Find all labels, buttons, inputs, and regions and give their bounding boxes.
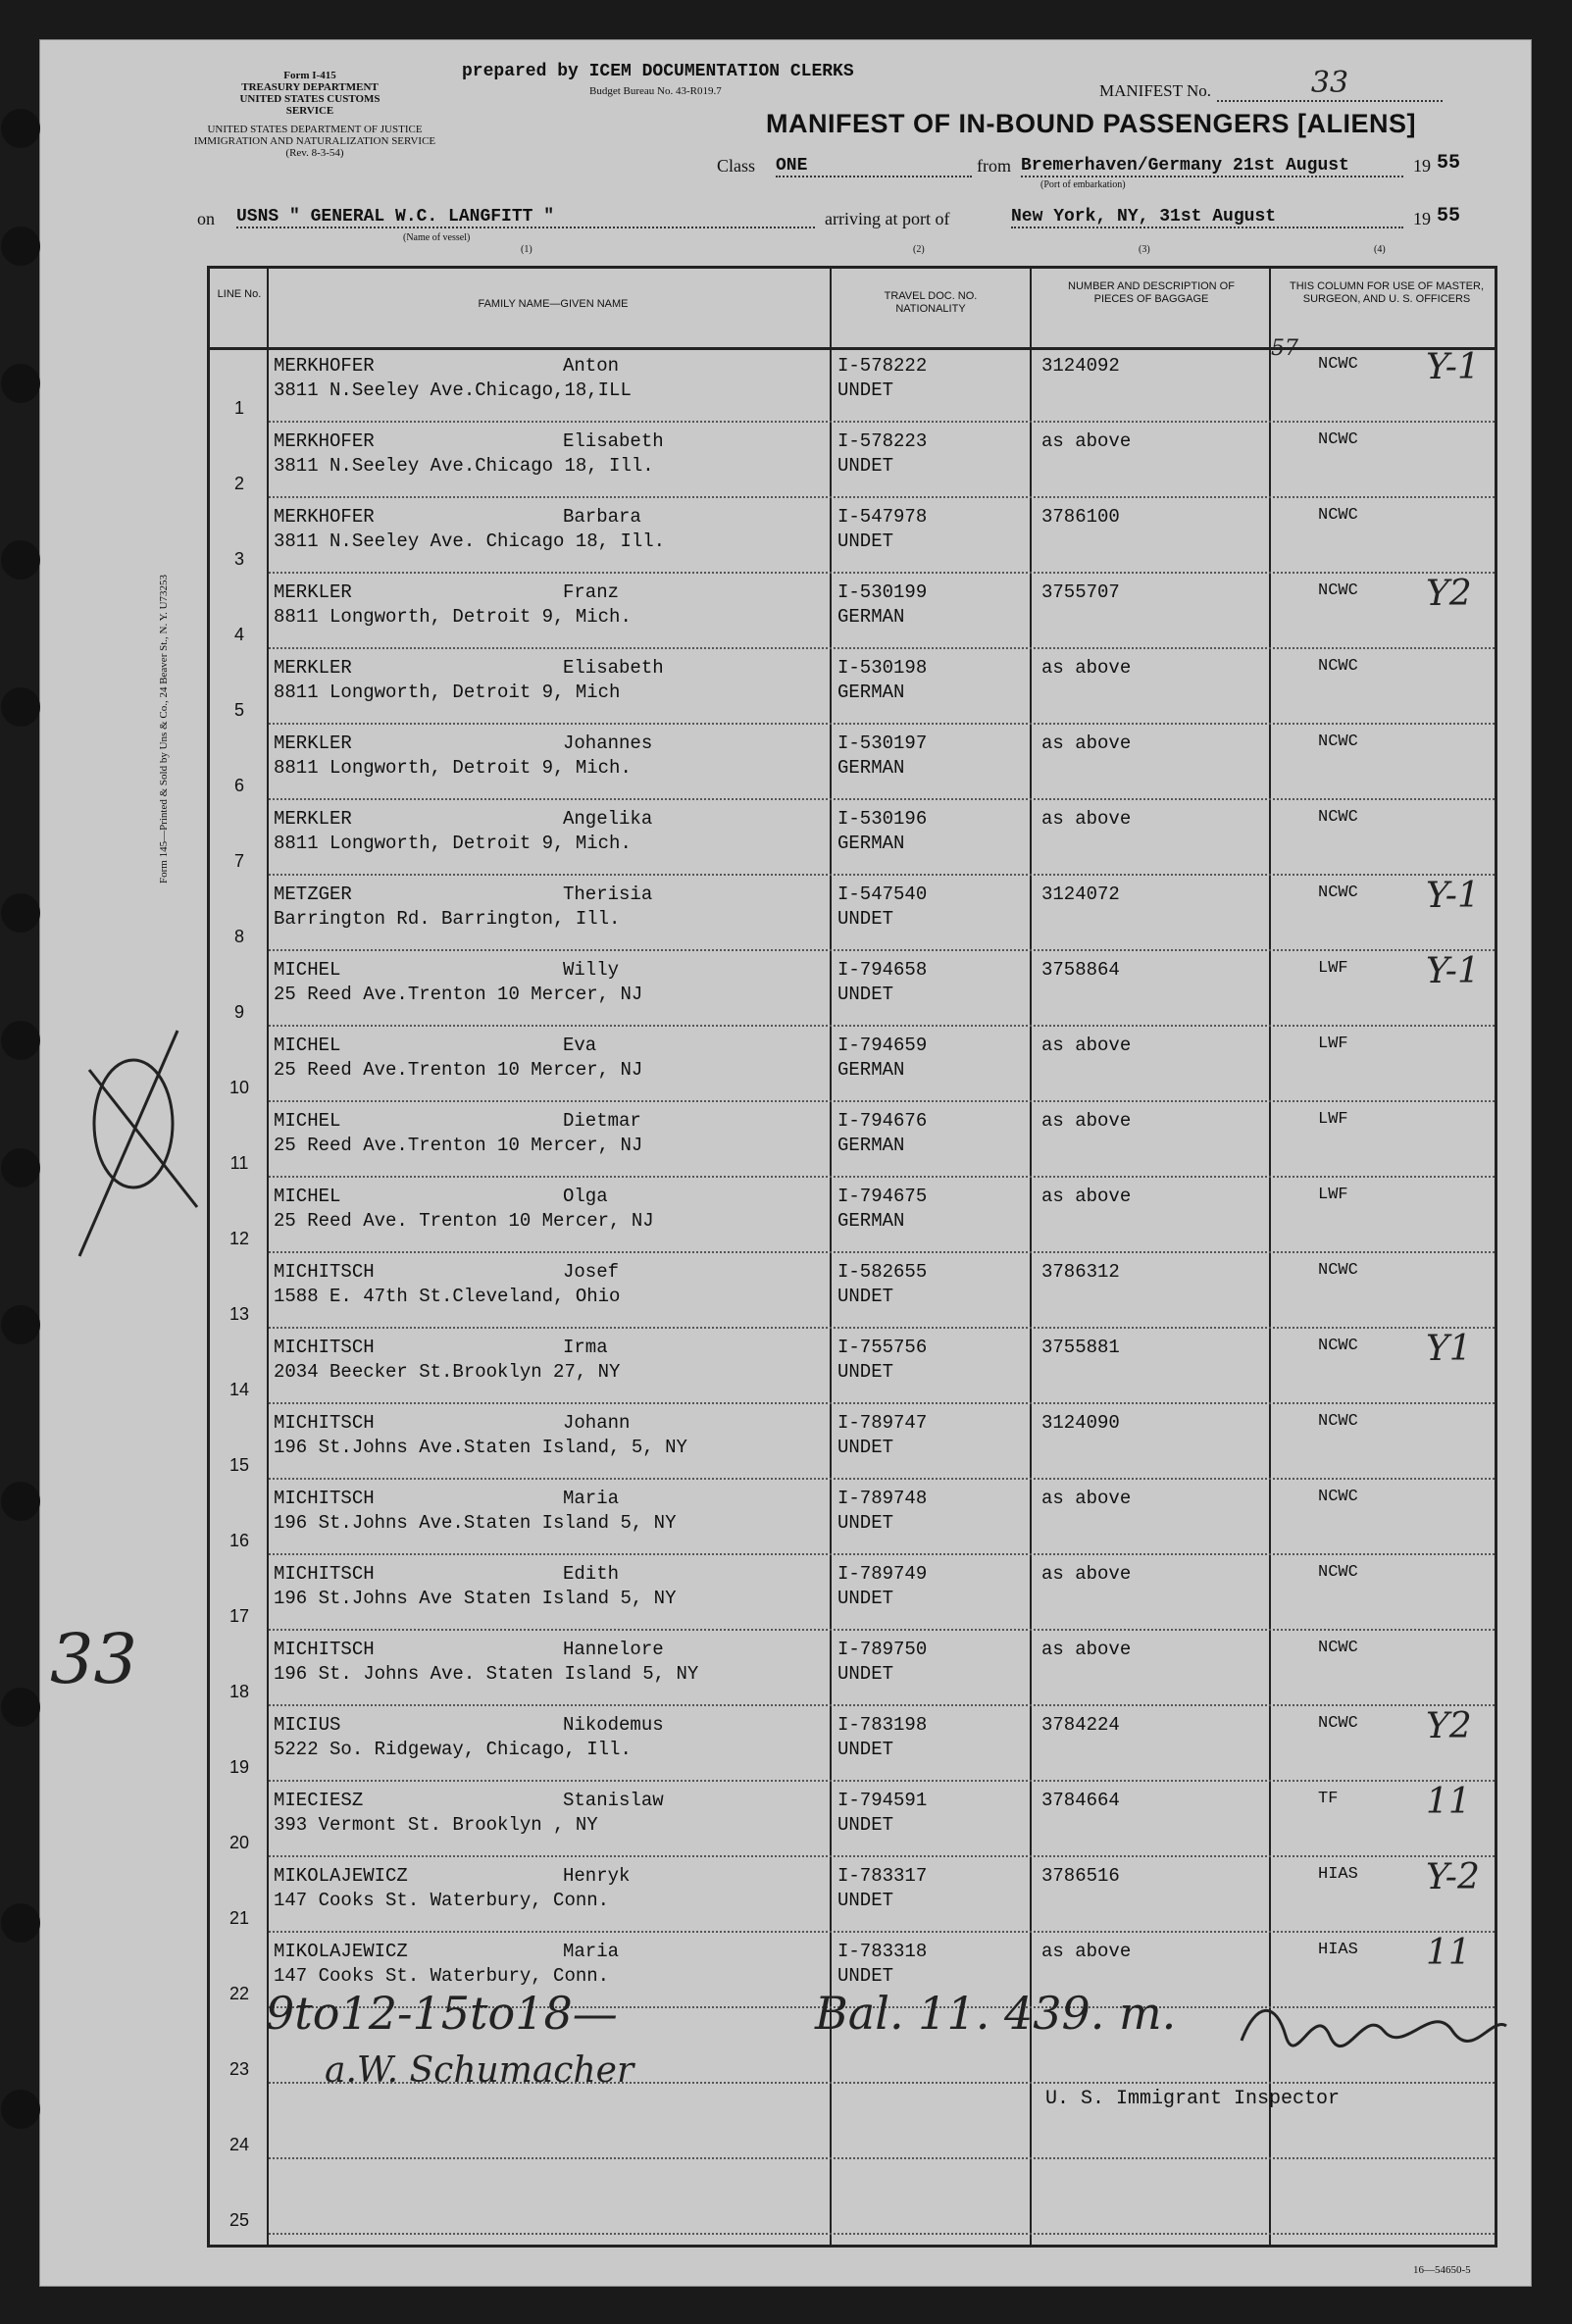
manifest-label: MANIFEST No. [1099, 81, 1211, 100]
family-name: METZGER [274, 884, 352, 905]
baggage: as above [1041, 1186, 1132, 1207]
baggage: as above [1041, 1035, 1132, 1056]
address: 2034 Beecker St.Brooklyn 27, NY [274, 1361, 621, 1383]
nationality: UNDET [837, 1437, 894, 1458]
line-number: 15 [228, 1455, 250, 1475]
margin-number: 33 [50, 1619, 138, 1699]
line-number: 5 [233, 700, 244, 720]
baggage: 3786516 [1041, 1865, 1120, 1887]
family-name: MICHITSCH [274, 1639, 375, 1660]
binder-hole [1, 1903, 40, 1943]
nationality: GERMAN [837, 1210, 905, 1232]
passenger-table [207, 266, 1497, 2248]
travel-doc: I-783318 [837, 1941, 928, 1962]
line-number: 22 [228, 1984, 250, 2003]
family-name: MICHITSCH [274, 1412, 375, 1434]
table-row [210, 498, 1495, 574]
table-row [210, 1102, 1495, 1178]
port-caption: (Port of embarkation) [1040, 179, 1126, 190]
agency-code: NCWC [1318, 884, 1358, 902]
table-row [210, 1555, 1495, 1631]
baggage: as above [1041, 1110, 1132, 1132]
family-name: MICHITSCH [274, 1563, 375, 1585]
officer-mark: Y-1 [1426, 876, 1480, 916]
header-officers: THIS COLUMN FOR USE OF MASTER, SURGEON, AND U. S. OFFICERS [1289, 280, 1484, 305]
table-row [210, 951, 1495, 1027]
class-label: Class [717, 156, 756, 176]
given-name: Maria [563, 1941, 620, 1962]
agency-code: NCWC [1318, 657, 1358, 676]
agency-code: NCWC [1318, 1639, 1358, 1657]
table-row [210, 574, 1495, 649]
table-row [210, 347, 1495, 423]
address: 5222 So. Ridgeway, Chicago, Ill. [274, 1739, 632, 1760]
nationality: GERMAN [837, 606, 905, 628]
from-label: from [977, 156, 1011, 176]
address: 3811 N.Seeley Ave.Chicago 18, Ill. [274, 455, 654, 477]
officer-mark: 11 [1426, 1782, 1471, 1822]
baggage: 3784224 [1041, 1714, 1120, 1736]
table-row [210, 1329, 1495, 1404]
agency-code: NCWC [1318, 581, 1358, 600]
header-line-no: LINE No. [217, 288, 262, 300]
given-name: Willy [563, 959, 620, 981]
table-row [210, 1782, 1495, 1857]
travel-doc: I-794676 [837, 1110, 928, 1132]
address: 196 St.Johns Ave.Staten Island 5, NY [274, 1512, 677, 1534]
baggage: 3755707 [1041, 581, 1120, 603]
table-row [210, 800, 1495, 876]
address: 8811 Longworth, Detroit 9, Mich [274, 682, 621, 703]
address: 25 Reed Ave.Trenton 10 Mercer, NJ [274, 1135, 643, 1156]
binder-hole [1, 1148, 40, 1187]
agency-code: NCWC [1318, 1563, 1358, 1582]
nationality: UNDET [837, 1965, 894, 1987]
given-name: Anton [563, 355, 620, 377]
binder-hole [1, 364, 40, 403]
cross-scribble [60, 1011, 207, 1266]
line-number: 7 [233, 851, 244, 871]
corner-57: 57 [1271, 336, 1298, 361]
travel-doc: I-582655 [837, 1261, 928, 1283]
address: 8811 Longworth, Detroit 9, Mich. [274, 833, 632, 854]
given-name: Maria [563, 1488, 620, 1509]
budget-number: Budget Bureau No. 43-R019.7 [589, 85, 722, 97]
line-number: 12 [228, 1229, 250, 1248]
binder-hole [1, 540, 40, 580]
travel-doc: I-530198 [837, 657, 928, 679]
given-name: Eva [563, 1035, 597, 1056]
footer-code: 16—54650-5 [1413, 2264, 1471, 2276]
officer-mark: Y-2 [1426, 1857, 1480, 1897]
agency-code: NCWC [1318, 1261, 1358, 1280]
line-number: 18 [228, 1682, 250, 1701]
prepared-by: prepared by ICEM DOCUMENTATION CLERKS [462, 62, 854, 81]
baggage: 3758864 [1041, 959, 1120, 981]
given-name: Elisabeth [563, 430, 664, 452]
family-name: MICHITSCH [274, 1261, 375, 1283]
nationality: UNDET [837, 1663, 894, 1685]
nationality: GERMAN [837, 833, 905, 854]
line-number: 8 [233, 927, 244, 946]
document-title: MANIFEST OF IN-BOUND PASSENGERS [ALIENS] [766, 109, 1417, 138]
travel-doc: I-578223 [837, 430, 928, 452]
line-number: 10 [228, 1078, 250, 1097]
manifest-sheet [39, 39, 1532, 2287]
table-row [210, 1253, 1495, 1329]
address: 8811 Longworth, Detroit 9, Mich. [274, 606, 632, 628]
nationality: UNDET [837, 379, 894, 401]
table-row [210, 1706, 1495, 1782]
line-number: 1 [233, 398, 244, 418]
nationality: UNDET [837, 455, 894, 477]
given-name: Johann [563, 1412, 631, 1434]
given-name: Barbara [563, 506, 641, 528]
agency-code: NCWC [1318, 1337, 1358, 1355]
nationality: UNDET [837, 1739, 894, 1760]
binder-hole [1, 227, 40, 266]
agency-code: HIAS [1318, 1865, 1358, 1884]
baggage: 3124072 [1041, 884, 1120, 905]
family-name: MICIUS [274, 1714, 341, 1736]
travel-doc: I-794675 [837, 1186, 928, 1207]
agency-code: HIAS [1318, 1941, 1358, 1959]
line-number: 16 [228, 1531, 250, 1550]
travel-doc: I-547540 [837, 884, 928, 905]
embarkation-port: Bremerhaven/Germany 21st August [1021, 156, 1403, 177]
col-num-1: (1) [521, 244, 532, 255]
travel-doc: I-755756 [837, 1337, 928, 1358]
baggage: 3786312 [1041, 1261, 1120, 1283]
vessel-caption: (Name of vessel) [403, 232, 471, 243]
agency-code: NCWC [1318, 1714, 1358, 1733]
given-name: Hannelore [563, 1639, 664, 1660]
travel-doc: I-794659 [837, 1035, 928, 1056]
baggage: 3124092 [1041, 355, 1120, 377]
family-name: MIKOLAJEWICZ [274, 1941, 408, 1962]
family-name: MERKHOFER [274, 355, 375, 377]
agency-code: LWF [1318, 1186, 1348, 1204]
officer-mark: Y1 [1426, 1329, 1472, 1369]
binder-hole [1, 1688, 40, 1727]
line-number: 25 [228, 2210, 250, 2230]
class-value: ONE [776, 156, 972, 177]
travel-doc: I-530199 [837, 581, 928, 603]
travel-doc: I-794591 [837, 1790, 928, 1811]
baggage: as above [1041, 1488, 1132, 1509]
officer-mark: 11 [1426, 1933, 1471, 1973]
officer-mark: Y2 [1426, 574, 1472, 614]
line-number: 6 [233, 776, 244, 795]
baggage: as above [1041, 1639, 1132, 1660]
row-divider [269, 2233, 1495, 2235]
travel-doc: I-547978 [837, 506, 928, 528]
family-name: MERKLER [274, 733, 352, 754]
family-name: MERKLER [274, 581, 352, 603]
address: Barrington Rd. Barrington, Ill. [274, 908, 621, 930]
baggage: as above [1041, 1941, 1132, 1962]
agency-code: NCWC [1318, 1488, 1358, 1506]
family-name: MICHEL [274, 1110, 341, 1132]
year-label: 19 [1413, 156, 1431, 176]
address: 147 Cooks St. Waterbury, Conn. [274, 1890, 610, 1911]
address: 1588 E. 47th St.Cleveland, Ohio [274, 1286, 621, 1307]
table-row [210, 1027, 1495, 1102]
agency-code: TF [1318, 1790, 1339, 1808]
header-baggage: NUMBER AND DESCRIPTION OF PIECES OF BAGGAGE [1068, 280, 1235, 305]
table-row [210, 1857, 1495, 1933]
family-name: MICHEL [274, 959, 341, 981]
address: 393 Vermont St. Brooklyn , NY [274, 1814, 598, 1836]
binder-hole [1, 1482, 40, 1521]
baggage: as above [1041, 808, 1132, 830]
family-name: MICHEL [274, 1035, 341, 1056]
baggage: as above [1041, 430, 1132, 452]
table-row [210, 725, 1495, 800]
baggage: 3124090 [1041, 1412, 1120, 1434]
agency-code: NCWC [1318, 1412, 1358, 1431]
embarkation-year: 55 [1437, 152, 1461, 175]
baggage: 3755881 [1041, 1337, 1120, 1358]
table-row [210, 1404, 1495, 1480]
handwritten-range: 9to12-15to18— [266, 1987, 618, 2040]
table-row [210, 423, 1495, 498]
given-name: Johannes [563, 733, 653, 754]
table-header [210, 269, 1495, 350]
header-name: FAMILY NAME—GIVEN NAME [478, 298, 629, 310]
handwritten-signature: a.W. Schumacher [325, 2050, 634, 2091]
agency-code: NCWC [1318, 506, 1358, 525]
agency-code: NCWC [1318, 430, 1358, 449]
col-num-2: (2) [913, 244, 925, 255]
nationality: UNDET [837, 1890, 894, 1911]
baggage: as above [1041, 657, 1132, 679]
line-number: 23 [228, 2059, 250, 2079]
given-name: Dietmar [563, 1110, 641, 1132]
nationality: UNDET [837, 1286, 894, 1307]
handwritten-bal: Bal. 11. 439. m. [815, 1987, 1177, 2040]
address: 25 Reed Ave.Trenton 10 Mercer, NJ [274, 1059, 643, 1081]
col-num-3: (3) [1139, 244, 1150, 255]
given-name: Edith [563, 1563, 620, 1585]
address: 147 Cooks St. Waterbury, Conn. [274, 1965, 610, 1987]
binder-hole [1, 1021, 40, 1060]
vessel-name: USNS " GENERAL W.C. LANGFITT " [236, 207, 815, 228]
binder-hole [1, 109, 40, 148]
nationality: UNDET [837, 1512, 894, 1534]
officer-mark: Y2 [1426, 1706, 1472, 1746]
family-name: MICHITSCH [274, 1488, 375, 1509]
line-number: 14 [228, 1380, 250, 1399]
travel-doc: I-789747 [837, 1412, 928, 1434]
manifest-number: 33 [1217, 66, 1443, 102]
family-name: MERKHOFER [274, 430, 375, 452]
table-row [210, 1480, 1495, 1555]
address: 196 St. Johns Ave. Staten Island 5, NY [274, 1663, 699, 1685]
col-num-4: (4) [1374, 244, 1386, 255]
officer-mark: Y-1 [1426, 951, 1480, 991]
line-number: 20 [228, 1833, 250, 1852]
agency-code: NCWC [1318, 733, 1358, 751]
agency-code: NCWC [1318, 808, 1358, 827]
baggage: 3784664 [1041, 1790, 1120, 1811]
line-number: 13 [228, 1304, 250, 1324]
given-name: Elisabeth [563, 657, 664, 679]
given-name: Henryk [563, 1865, 631, 1887]
address: 3811 N.Seeley Ave. Chicago 18, Ill. [274, 530, 666, 552]
table-row [210, 1178, 1495, 1253]
travel-doc: I-783198 [837, 1714, 928, 1736]
nationality: UNDET [837, 530, 894, 552]
family-name: MICHEL [274, 1186, 341, 1207]
nationality: UNDET [837, 1814, 894, 1836]
line-number: 3 [233, 549, 244, 569]
officer-mark: Y-1 [1426, 347, 1480, 387]
nationality: UNDET [837, 1588, 894, 1609]
form-block: Form I-415 TREASURY DEPARTMENT UNITED STATES CUSTOMS SERVICE [239, 70, 380, 117]
given-name: Franz [563, 581, 620, 603]
given-name: Irma [563, 1337, 608, 1358]
nationality: UNDET [837, 908, 894, 930]
table-row [210, 649, 1495, 725]
given-name: Therisia [563, 884, 653, 905]
line-number: 24 [228, 2135, 250, 2154]
address: 196 St.Johns Ave.Staten Island, 5, NY [274, 1437, 687, 1458]
agency-code: LWF [1318, 1110, 1348, 1129]
line-number: 21 [228, 1908, 250, 1928]
nationality: GERMAN [837, 1059, 905, 1081]
travel-doc: I-530196 [837, 808, 928, 830]
dept-block: UNITED STATES DEPARTMENT OF JUSTICE IMMIGRATION AND NATURALIZATION SERVICE (Rev. 8-3-54) [193, 124, 436, 159]
family-name: MERKLER [274, 657, 352, 679]
nationality: UNDET [837, 1361, 894, 1383]
nationality: UNDET [837, 984, 894, 1005]
given-name: Stanislaw [563, 1790, 664, 1811]
nationality: GERMAN [837, 757, 905, 779]
table-row [210, 876, 1495, 951]
travel-doc: I-789748 [837, 1488, 928, 1509]
table-row [210, 1631, 1495, 1706]
family-name: MERKHOFER [274, 506, 375, 528]
family-name: MICHITSCH [274, 1337, 375, 1358]
address: 3811 N.Seeley Ave.Chicago,18,ILL [274, 379, 632, 401]
nationality: GERMAN [837, 1135, 905, 1156]
travel-doc: I-578222 [837, 355, 928, 377]
arriving-label: arriving at port of [825, 209, 950, 228]
travel-doc: I-789750 [837, 1639, 928, 1660]
family-name: MIKOLAJEWICZ [274, 1865, 408, 1887]
on-label: on [197, 209, 215, 228]
binder-hole [1, 687, 40, 727]
line-number: 9 [233, 1002, 244, 1022]
inspector-label: U. S. Immigrant Inspector [1045, 2088, 1341, 2110]
binder-hole [1, 2090, 40, 2129]
line-number: 17 [228, 1606, 250, 1626]
binder-hole [1, 1305, 40, 1344]
baggage: 3786100 [1041, 506, 1120, 528]
line-number: 2 [233, 474, 244, 493]
nationality: GERMAN [837, 682, 905, 703]
address: 25 Reed Ave. Trenton 10 Mercer, NJ [274, 1210, 654, 1232]
agency-code: LWF [1318, 959, 1348, 978]
header-doc: TRAVEL DOC. NO. NATIONALITY [884, 290, 978, 315]
line-number: 11 [229, 1153, 249, 1173]
family-name: MIECIESZ [274, 1790, 364, 1811]
arrival-port: New York, NY, 31st August [1011, 207, 1403, 228]
address: 196 St.Johns Ave Staten Island 5, NY [274, 1588, 677, 1609]
address: 25 Reed Ave.Trenton 10 Mercer, NJ [274, 984, 643, 1005]
baggage: as above [1041, 1563, 1132, 1585]
travel-doc: I-794658 [837, 959, 928, 981]
address: 8811 Longworth, Detroit 9, Mich. [274, 757, 632, 779]
given-name: Josef [563, 1261, 620, 1283]
arrival-year: 55 [1437, 205, 1461, 227]
agency-code: LWF [1318, 1035, 1348, 1053]
given-name: Olga [563, 1186, 608, 1207]
line-number: 4 [233, 625, 244, 644]
printer-sidebar: Form 145—Printed & Sold by Uns & Co., 24 Beaver St., N. Y. U73253 [158, 574, 170, 884]
family-name: MERKLER [274, 808, 352, 830]
table-row [210, 2159, 1495, 2235]
baggage: as above [1041, 733, 1132, 754]
line-number: 19 [228, 1757, 250, 1777]
travel-doc: I-783317 [837, 1865, 928, 1887]
inspector-signature-scribble [1237, 1996, 1511, 2055]
travel-doc: I-789749 [837, 1563, 928, 1585]
given-name: Nikodemus [563, 1714, 664, 1736]
binder-hole [1, 893, 40, 933]
agency-code: NCWC [1318, 355, 1358, 374]
travel-doc: I-530197 [837, 733, 928, 754]
arrival-year-label: 19 [1413, 209, 1431, 228]
given-name: Angelika [563, 808, 653, 830]
